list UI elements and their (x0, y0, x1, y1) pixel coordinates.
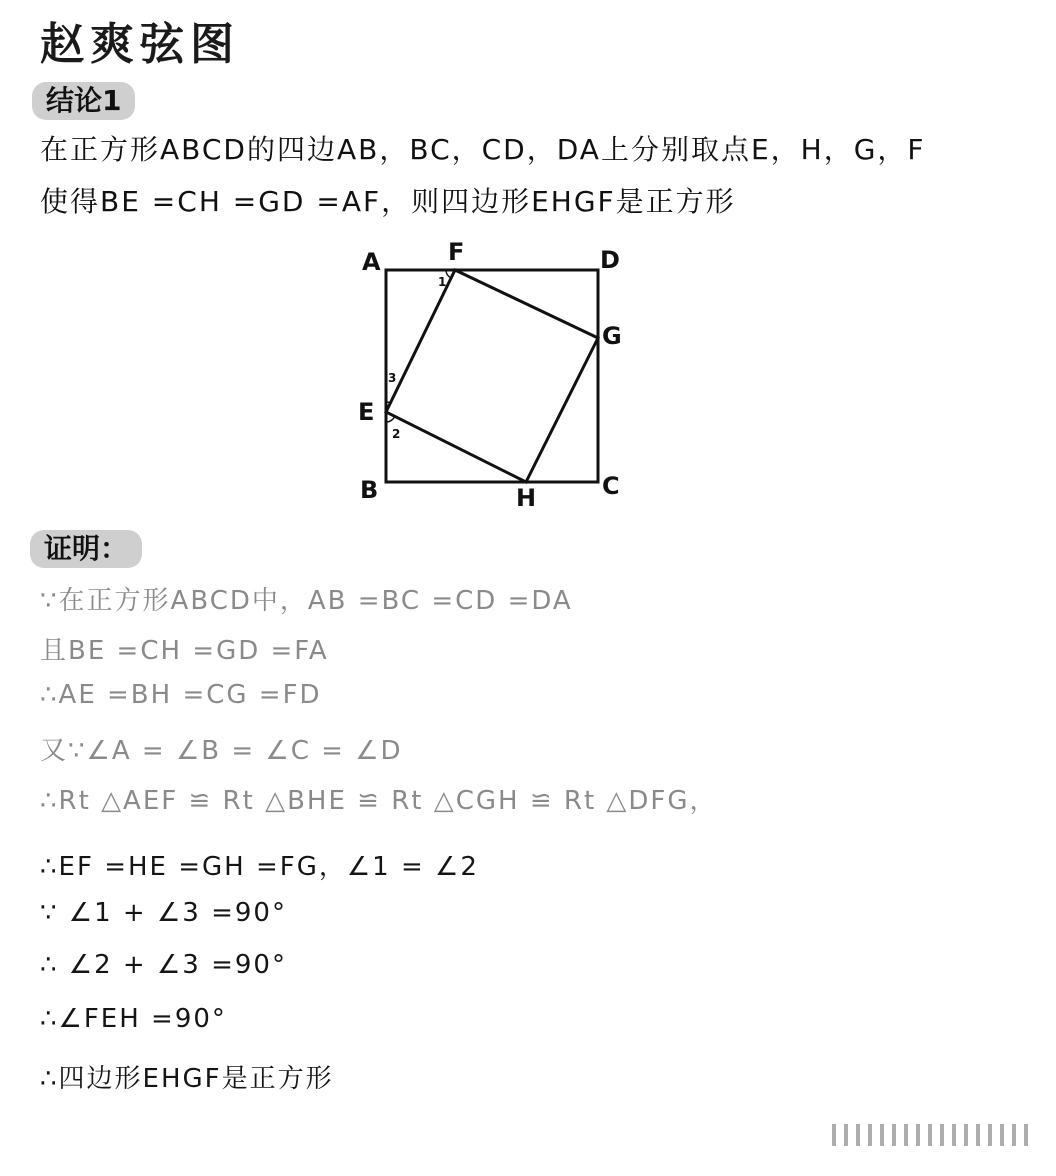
proof-line-3: ∴AE =BH =CG =FD (40, 680, 322, 710)
label-g: G (602, 322, 622, 350)
label-b: B (360, 476, 379, 504)
proof-line-6: ∴EF =HE =GH =FG，∠1 = ∠2 (40, 852, 479, 882)
angle-1-label: 1 (438, 275, 447, 289)
label-e: E (358, 398, 375, 426)
statement-line-2: 使得BE =CH =GD =AF，则四边形EHGF是正方形 (40, 185, 736, 218)
label-d: D (600, 246, 620, 274)
conclusion-tag: 结论1 (32, 82, 135, 120)
proof-tag: 证明： (30, 530, 142, 568)
square-abcd (386, 270, 598, 482)
proof-line-2: 且BE =CH =GD =FA (40, 636, 329, 666)
label-c: C (602, 472, 620, 500)
proof-line-8: ∴ ∠2 + ∠3 =90° (40, 950, 287, 980)
page-title: 赵爽弦图 (40, 19, 240, 70)
angle-2-label: 2 (392, 427, 401, 441)
watermark-strip (832, 1124, 1032, 1146)
proof-line-7: ∵ ∠1 + ∠3 =90° (40, 898, 287, 928)
label-a: A (362, 248, 381, 276)
proof-line-4: 又∵∠A = ∠B = ∠C = ∠D (40, 736, 403, 766)
proof-line-1: ∵在正方形ABCD中，AB =BC =CD =DA (40, 586, 573, 616)
proof-line-10: ∴四边形EHGF是正方形 (40, 1064, 334, 1094)
square-ehgf (386, 270, 598, 482)
proof-line-9: ∴∠FEH =90° (40, 1004, 227, 1034)
label-f: F (448, 238, 465, 266)
label-h: H (516, 484, 537, 512)
zhao-shuang-figure (350, 236, 640, 516)
angle-3-label: 3 (388, 371, 397, 385)
proof-line-5: ∴Rt △AEF ≌ Rt △BHE ≌ Rt △CGH ≌ Rt △DFG， (40, 786, 718, 816)
statement-line-1: 在正方形ABCD的四边AB，BC，CD，DA上分别取点E，H，G，F (40, 133, 926, 166)
